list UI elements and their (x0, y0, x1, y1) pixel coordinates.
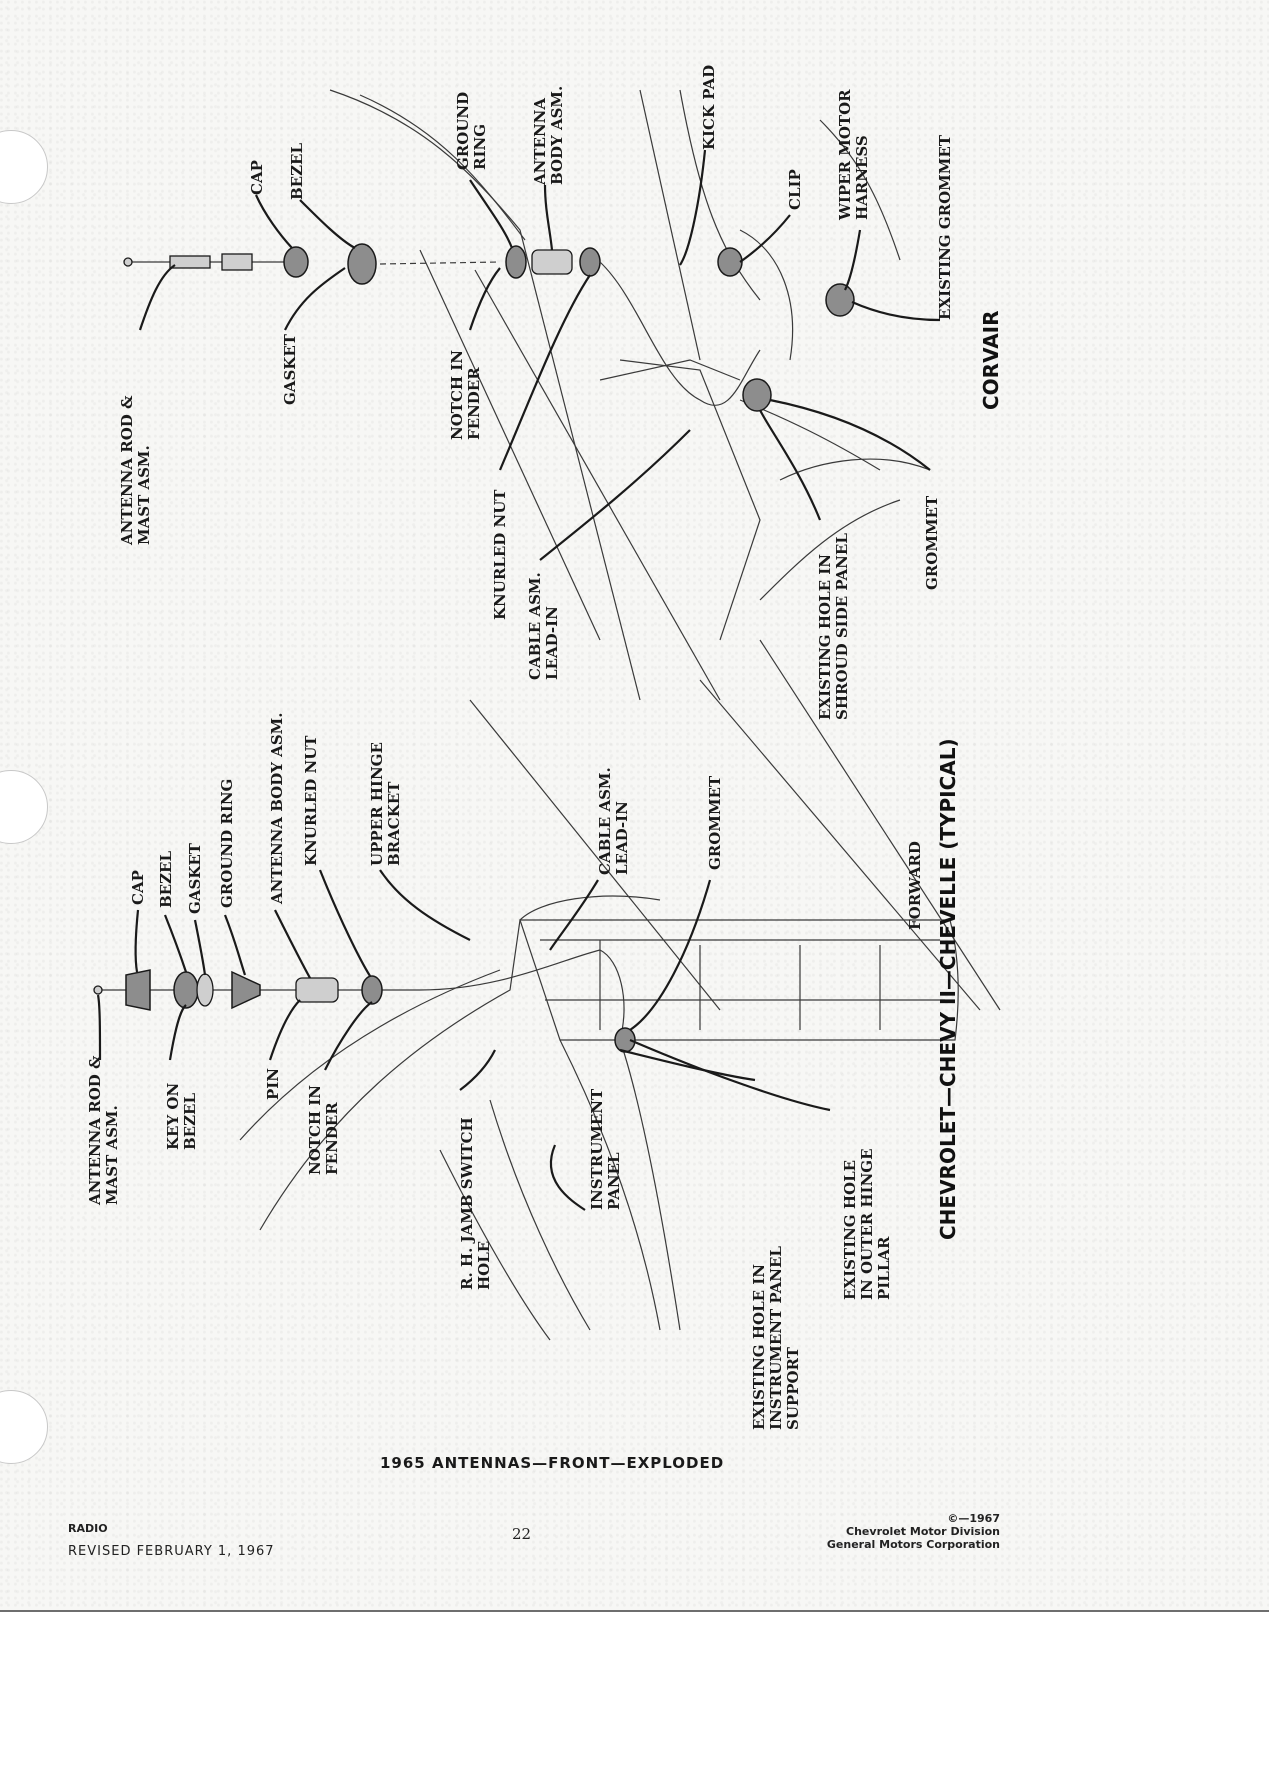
label-notch-in-fender: NOTCH INFENDER (448, 350, 483, 440)
leader-l-instrument-panel (551, 1145, 585, 1210)
label-cable-lead-in: CABLE ASM.LEAD-IN (526, 572, 561, 680)
leader-cap (256, 195, 292, 248)
label-kick-pad: KICK PAD (700, 64, 718, 150)
label-ground-ring: GROUNDRING (454, 91, 489, 170)
label-l-grommet: GROMMET (706, 775, 724, 870)
leader-l-key (170, 1005, 186, 1060)
leader-l-pin (270, 1000, 300, 1060)
corvair-rod-section (170, 256, 210, 268)
cowl-ribs (600, 940, 880, 1030)
copyright-year: ©—1967 (947, 1512, 1000, 1525)
leader-l-antenna-rod (98, 995, 100, 1060)
label-l-upper-hinge-bracket: UPPER HINGEBRACKET (368, 742, 403, 866)
copyright-block (820, 1512, 1000, 1551)
page-number: 22 (512, 1525, 532, 1543)
label-existing-hole-shroud: EXISTING HOLE INSHROUD SIDE PANEL (816, 533, 851, 720)
floor-line (780, 459, 930, 480)
chevrolet-knurled-nut (362, 976, 382, 1004)
leader-wiper-harness (845, 230, 860, 290)
corvair-antenna-body (532, 250, 572, 274)
chevrolet-ground-ring (232, 972, 260, 1008)
corvair-assembly-axis (380, 262, 500, 264)
label-l-cable-lead-in: CABLE ASM.LEAD-IN (596, 767, 631, 875)
leader-l-cap (136, 910, 138, 972)
label-cap: CAP (248, 160, 266, 195)
fender-edge-line-2 (360, 95, 525, 240)
scan-bottom-margin (0, 1610, 1269, 1767)
leader-existing-grommet (852, 302, 940, 320)
corvair-lead-in-cable (600, 262, 760, 405)
corvair-knurled-nut (580, 248, 600, 276)
instrument-panel-line-2 (440, 1150, 550, 1340)
label-wiper-motor-harness: WIPER MOTORHARNESS (836, 89, 871, 220)
figure-caption: 1965 ANTENNAS—FRONT—EXPLODED (380, 1454, 725, 1472)
label-antenna-rod: ANTENNA ROD &MAST ASM. (118, 395, 153, 545)
label-l-existing-hole-ip: EXISTING HOLE ININSTRUMENT PANELSUPPORT (750, 1246, 802, 1430)
label-l-key-on-bezel: KEY ONBEZEL (164, 1082, 199, 1150)
corvair-cap (284, 247, 308, 277)
label-l-cap: CAP (129, 870, 147, 905)
harness-curve (740, 230, 793, 360)
leader-l-antenna-body (275, 910, 310, 978)
corvair-existing-grommet (826, 284, 854, 316)
leader-l-existing-hole-ip (620, 1050, 755, 1080)
leader-l-jamb (460, 1050, 495, 1090)
label-gasket: GASKET (281, 334, 299, 405)
label-l-antenna-body: ANTENNA BODY ASM. (268, 712, 286, 904)
label-l-forward: FORWARD (906, 841, 924, 930)
chevrolet-antenna-body (296, 978, 338, 1002)
corvair-ground-ring (506, 246, 526, 278)
corvair-bezel (348, 244, 376, 284)
corvair-rod-base (222, 254, 252, 270)
chevrolet-title: CHEVROLET—CHEVY II—CHEVELLE (TYPICAL) (936, 738, 960, 1240)
leader-notch (470, 268, 500, 330)
label-knurled-nut: KNURLED NUT (491, 489, 509, 620)
chevrolet-labels (86, 713, 960, 1430)
hinge-line (470, 700, 720, 1010)
label-l-antenna-rod: ANTENNA ROD &MAST ASM. (86, 1055, 121, 1205)
kick-pad-line (640, 90, 700, 360)
label-l-gasket: GASKET (186, 843, 204, 914)
label-existing-grommet: EXISTING GROMMET (936, 135, 954, 320)
instrument-panel-line (490, 1100, 590, 1330)
leader-grommet (770, 400, 930, 470)
leader-clip (740, 215, 790, 262)
corvair-clip (718, 248, 742, 276)
chevrolet-gasket (197, 974, 213, 1006)
leader-knurled-nut (500, 275, 590, 470)
fender-edge-line (330, 90, 640, 700)
leader-l-gasket (195, 920, 205, 975)
leader-l-bezel (165, 915, 186, 972)
leader-l-upper-hinge (380, 870, 470, 940)
pillar-line-2 (620, 1040, 680, 1330)
leader-antenna-body (545, 185, 552, 250)
chevrolet-mast-tip (94, 986, 102, 994)
label-antenna-body: ANTENNABODY ASM. (531, 85, 566, 185)
corvair-labels (118, 65, 1003, 720)
label-l-existing-hole-pillar: EXISTING HOLEIN OUTER HINGEPILLAR (841, 1148, 893, 1300)
label-bezel: BEZEL (288, 142, 306, 200)
copyright-corporation: General Motors Corporation (826, 1538, 1000, 1551)
copyright-division: Chevrolet Motor Division (846, 1525, 1000, 1538)
label-clip: CLIP (786, 169, 804, 210)
leader-l-grommet (630, 880, 710, 1030)
leader-cable (540, 430, 690, 560)
leader-bezel (300, 200, 355, 248)
revision-date: REVISED FEBRUARY 1, 1967 (68, 1544, 275, 1559)
corvair-title: CORVAIR (979, 310, 1003, 410)
label-l-ground-ring: GROUND RING (218, 778, 236, 908)
label-grommet: GROMMET (923, 495, 941, 590)
label-l-instrument-panel: INSTRUMENTPANEL (588, 1088, 623, 1210)
chevrolet-bezel (174, 972, 198, 1008)
label-l-knurled-nut: KNURLED NUT (302, 735, 320, 866)
leader-antenna-rod (140, 265, 175, 330)
label-l-bezel: BEZEL (157, 850, 175, 908)
leader-existing-hole (760, 410, 820, 520)
label-l-rh-jamb-switch-hole: R. H. JAMB SWITCHHOLE (458, 1117, 493, 1290)
section-name: RADIO (68, 1522, 108, 1535)
corvair-grommet (743, 379, 771, 411)
cowl-outline (520, 920, 958, 1040)
chevrolet-cap (126, 970, 150, 1010)
leader-l-knurled-nut (320, 870, 370, 976)
label-l-notch-in-fender: NOTCH INFENDER (306, 1085, 341, 1175)
leader-kick-pad (680, 150, 705, 265)
leader-l-ground-ring (225, 915, 245, 975)
corvair-mast-tip (124, 258, 132, 266)
shroud-panel-outline (620, 360, 760, 640)
label-l-pin: PIN (264, 1067, 282, 1100)
